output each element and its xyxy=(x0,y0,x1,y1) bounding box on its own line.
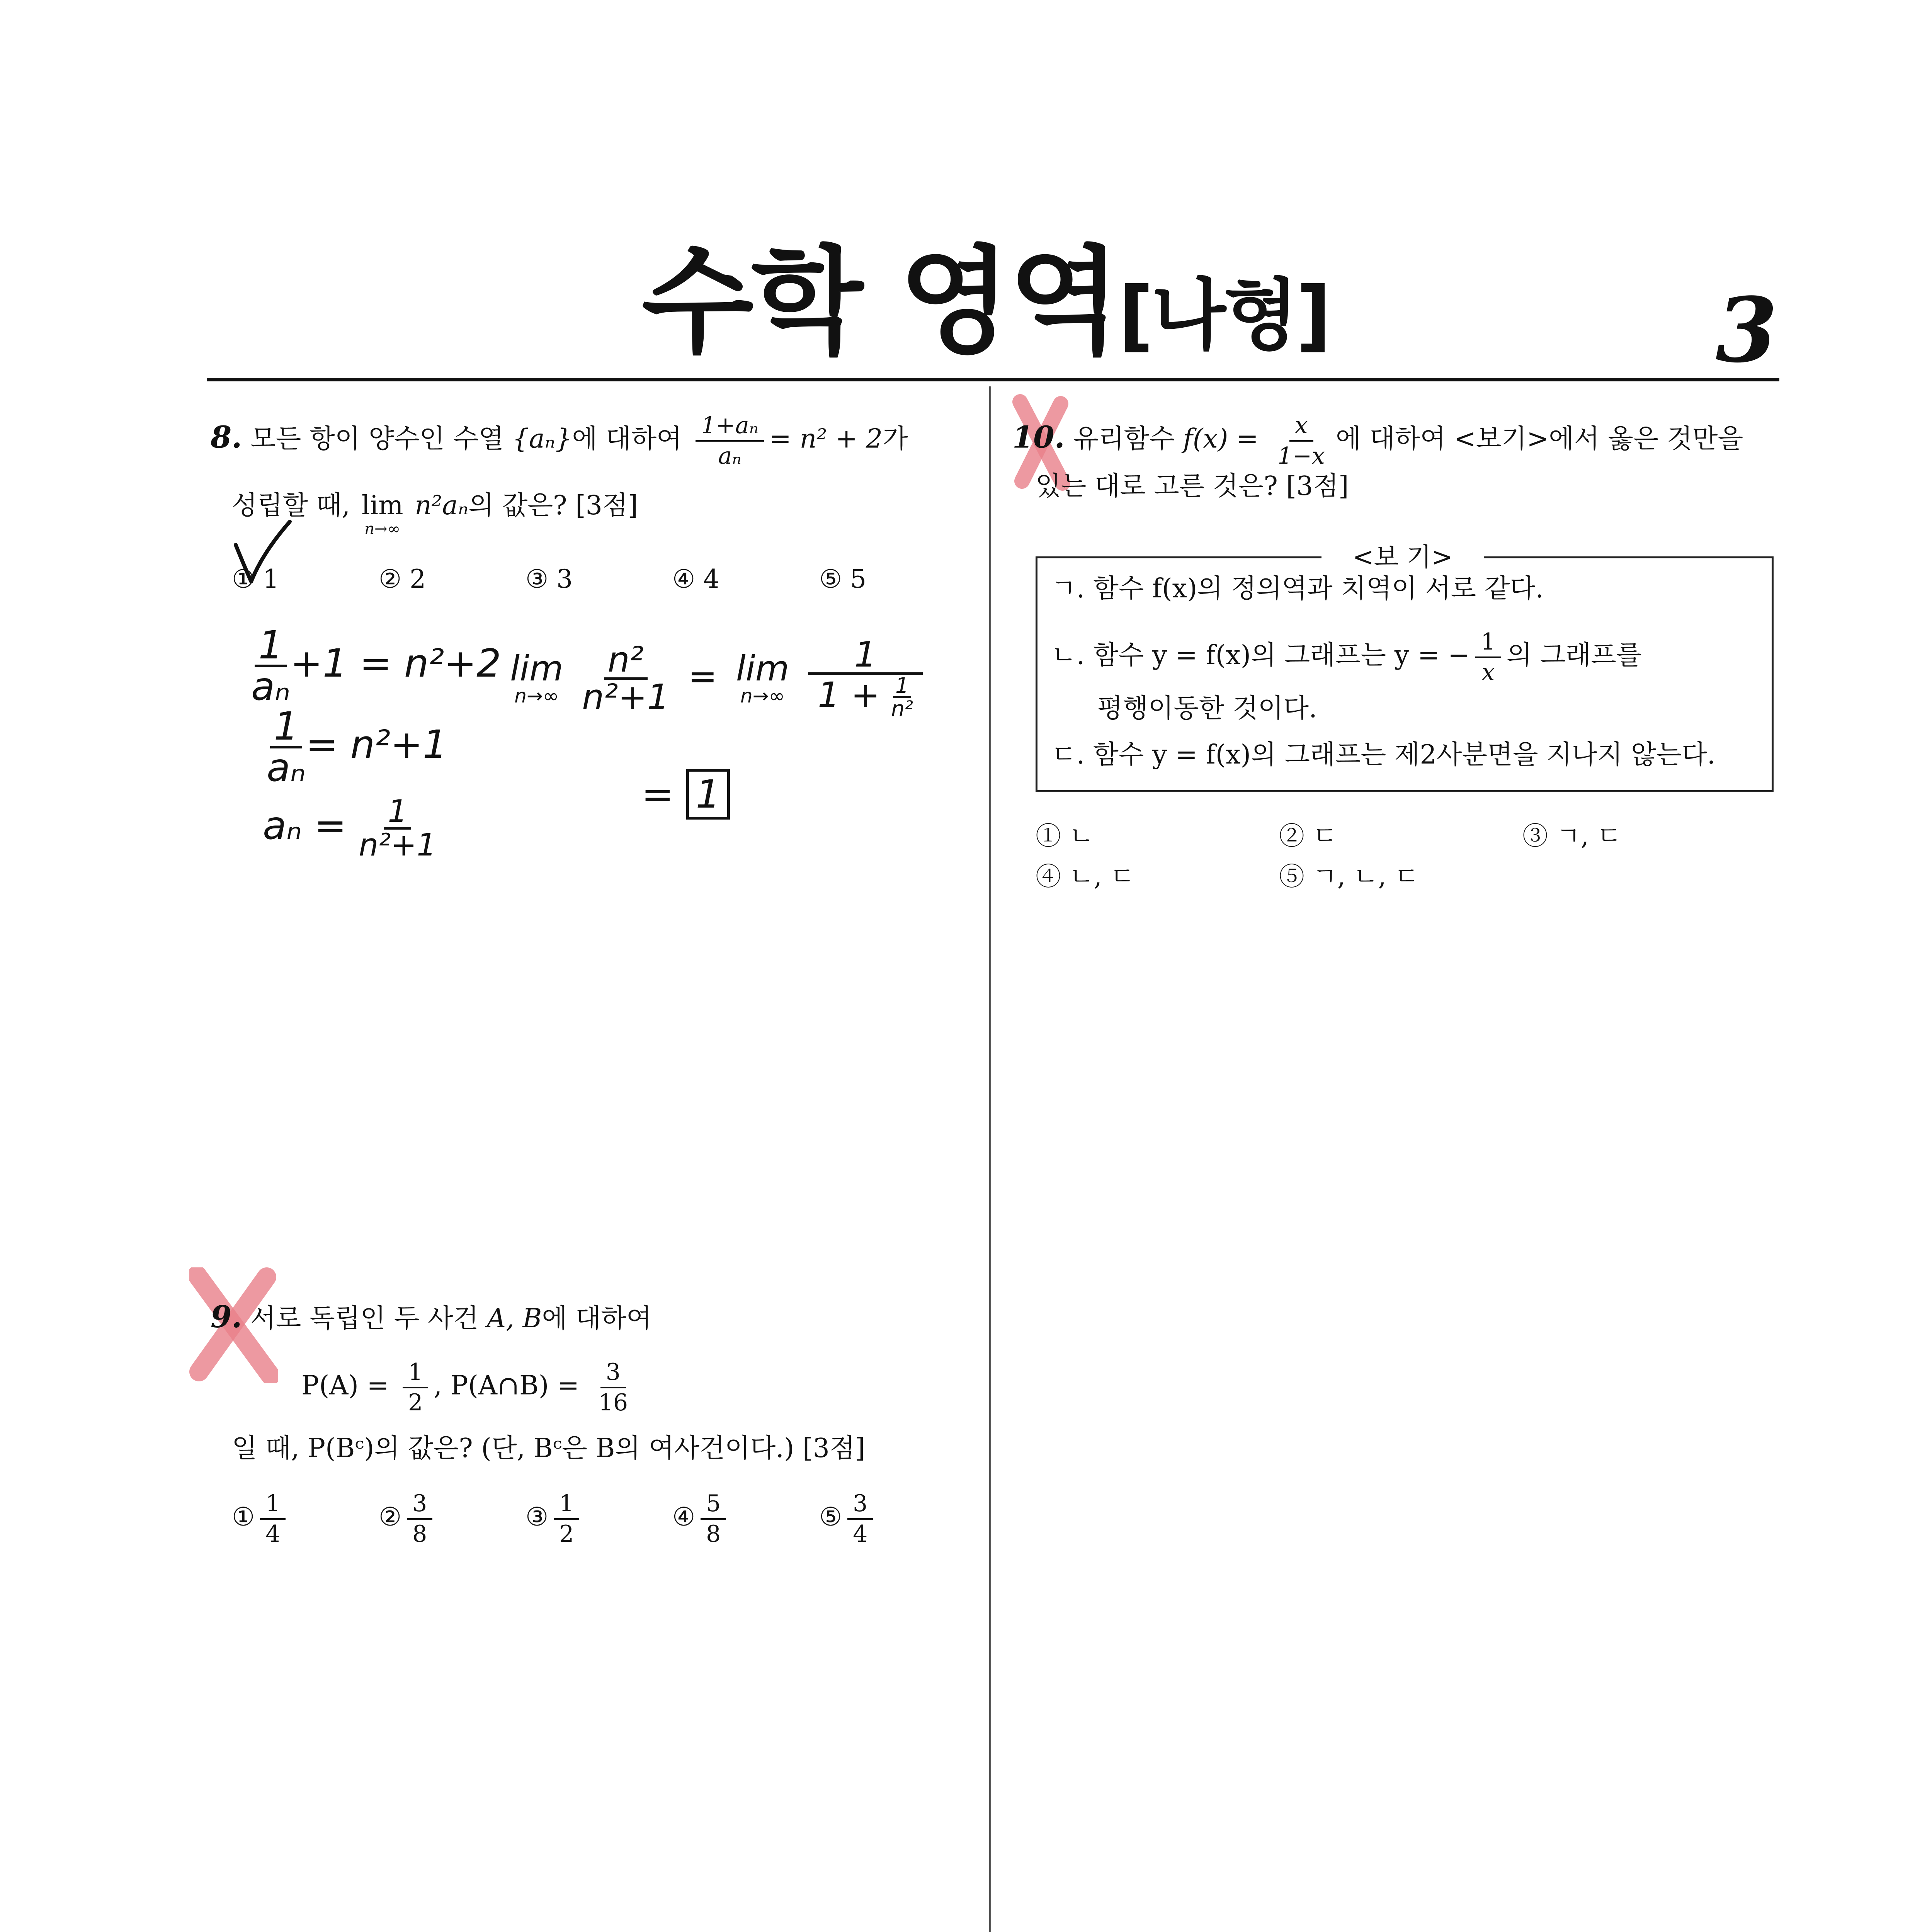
q10-line2: 있는 대로 고른 것은? [3점] xyxy=(1036,471,1349,502)
q9-choice-4[interactable]: ④ $\frac{5}{8}$ xyxy=(672,1492,731,1546)
bogi-item-c: ㄷ. 함수 y = f(x)의 그래프는 제2사분면을 지나지 않는다. xyxy=(1051,740,1716,770)
q9-number: 9. xyxy=(211,1299,242,1335)
q10-choice-1[interactable]: ① ㄴ xyxy=(1036,821,1094,851)
q10-choice-3[interactable]: ③ ㄱ, ㄷ xyxy=(1522,821,1622,851)
q8-choice-4[interactable]: ④ 4 xyxy=(672,564,720,594)
q8-text-c: 가 xyxy=(883,423,908,454)
q8-choice-2[interactable]: ② 2 xyxy=(379,564,426,594)
q8-limit: lim n→∞ xyxy=(361,490,403,538)
q10-choice-2[interactable]: ② ㄷ xyxy=(1279,821,1337,851)
q8-choice-3[interactable]: ③ 3 xyxy=(526,564,573,594)
q9-given: P(A) = $\frac{1}{2}$ , P(A∩B) = $\frac{3}{16}$ xyxy=(301,1359,628,1416)
q8-text-a: 모든 항이 양수인 수열 xyxy=(250,423,504,454)
handwriting-answer: = 1 xyxy=(641,769,730,820)
q10-choice-5[interactable]: ⑤ ㄱ, ㄴ, ㄷ xyxy=(1279,862,1419,891)
q10-line1: 10. 유리함수 f(x) = $\frac{x}{1-x}$ 에 대하여 <보기>에서 옳은 것만을 xyxy=(1012,412,1743,469)
q9-choice-2[interactable]: ② $\frac{3}{8}$ xyxy=(379,1492,438,1546)
q9-line3: 일 때, P(Bᶜ)의 값은? (단, Bᶜ은 B의 여사건이다.) [3점] xyxy=(232,1433,866,1464)
handwriting-limit: lim n→∞ $\frac{\text{n²}}{\text{n²+1}}$ = lim n→∞ 1 1 + $\frac{1}{\text{n²}}$ xyxy=(510,638,923,719)
header-rule xyxy=(207,378,1779,381)
q8-line2: 성립할 때, lim n→∞ n²aₙ의 값은? [3점] xyxy=(232,490,638,538)
q8-text-b: 에 대하여 xyxy=(572,423,682,454)
q8-choice-1[interactable]: ① 1 xyxy=(232,564,279,594)
check-mark-icon xyxy=(232,518,294,587)
bogi-title: <보 기> xyxy=(1321,536,1484,573)
q8-fraction: $\frac{\text{1+aₙ}}{\text{aₙ}}$ xyxy=(696,413,764,468)
bogi-item-b: ㄴ. 함수 y = f(x)의 그래프는 y = − $\frac{1}{x}$ 의 그래프를 xyxy=(1051,628,1642,686)
q8-choice-5[interactable]: ⑤ 5 xyxy=(819,564,867,594)
handwriting-line2: $\frac{1}{\text{aₙ}}$ = n²+1 xyxy=(267,704,447,790)
q9-choice-3[interactable]: ③ $\frac{1}{2}$ xyxy=(526,1492,585,1546)
q8-expr: n²aₙ xyxy=(415,490,469,521)
page-title xyxy=(0,209,1932,375)
q10-number: 10. xyxy=(1012,420,1065,455)
q9-choice-5[interactable]: ⑤ $\frac{3}{4}$ xyxy=(819,1492,878,1546)
q10-choice-4[interactable]: ④ ㄴ, ㄷ xyxy=(1036,862,1135,891)
header-page-number: 3 xyxy=(1715,278,1777,383)
title-main: 수학 영역 xyxy=(641,235,1119,369)
q8-seq: {aₙ} xyxy=(512,423,572,454)
q9-line1: 9. 서로 독립인 두 사건 A, B에 대하여 xyxy=(211,1299,652,1335)
bogi-item-a: ㄱ. 함수 f(x)의 정의역과 치역이 서로 같다. xyxy=(1051,573,1544,604)
q9-choice-1[interactable]: ① $\frac{1}{4}$ xyxy=(232,1492,291,1546)
q8-rhs: = n² + 2 xyxy=(769,423,883,454)
column-divider xyxy=(989,386,991,1932)
handwriting-line3: aₙ = $\frac{1}{\text{n²+1}}$ xyxy=(263,793,437,863)
title-sub: [나형] xyxy=(1118,270,1329,361)
q8-line1 xyxy=(211,413,908,468)
bogi-item-b-line2: 평행이동한 것이다. xyxy=(1097,693,1317,724)
q8-number: 8. xyxy=(211,420,242,455)
handwriting-line1: $\frac{1}{\text{aₙ}}$ +1 = n²+2 xyxy=(251,622,501,709)
